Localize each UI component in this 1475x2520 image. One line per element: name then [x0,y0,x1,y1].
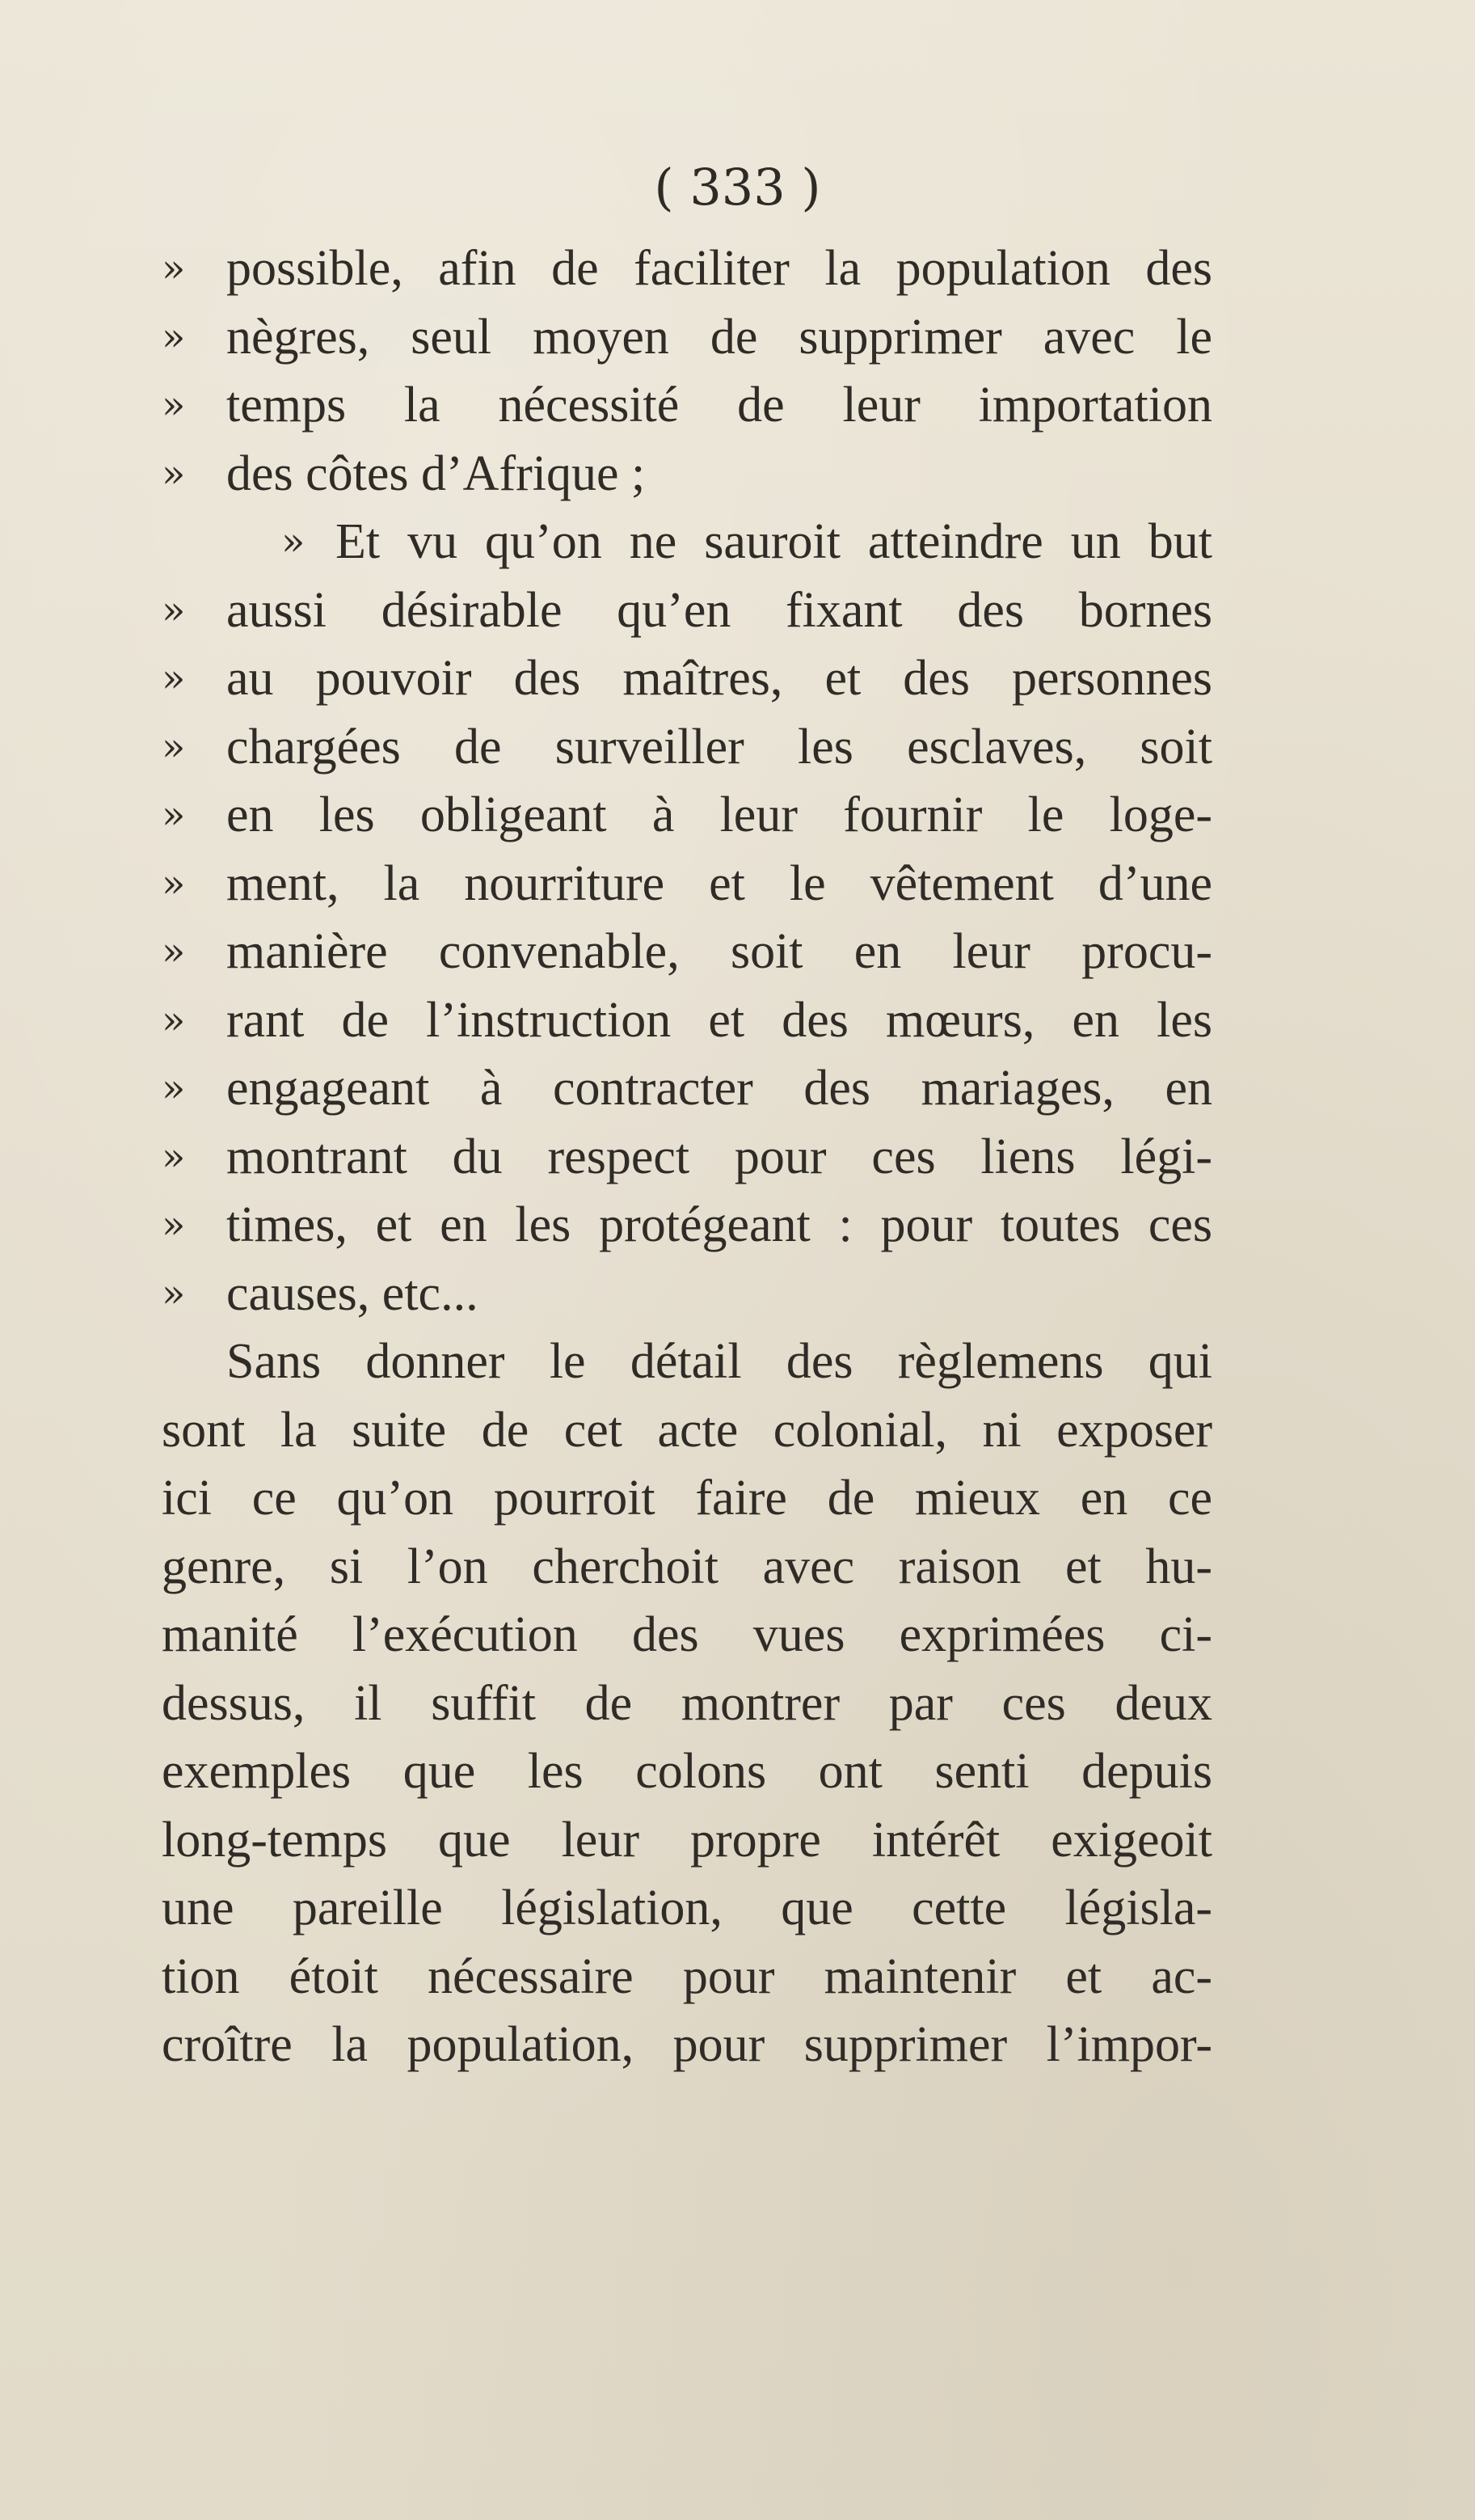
quote-mark: » [162,1066,186,1111]
text-line-content [162,234,1212,303]
text-line [162,1943,1212,2011]
text-line-content [162,2011,1212,2079]
text-line [162,1806,1212,1875]
text-line-content [162,918,1212,986]
text-line [162,781,1212,850]
text-line [162,1396,1212,1465]
line-text: croître la population, pour supprimer l’impor- [162,2017,1212,2072]
line-text: au pouvoir des maîtres, et des personnes [226,651,1212,706]
line-text: manière convenable, soit en leur procu- [226,924,1212,979]
text-line [162,440,1212,509]
quote-mark: » [162,1202,186,1247]
text-line [162,576,1212,645]
quote-mark: » [162,724,186,770]
text-line [162,1737,1212,1806]
line-text: aussi désirable qu’en fixant des bornes [226,582,1212,638]
text-line [162,644,1212,713]
text-line [162,1533,1212,1602]
text-line [162,371,1212,440]
text-line-content [162,371,1212,440]
text-line [162,234,1212,303]
text-line [162,1054,1212,1123]
text-line-content [162,1533,1212,1602]
quote-mark: » [162,792,186,838]
line-text: une pareille législation, que cette législa- [162,1881,1212,1935]
text-line-content [162,1123,1212,1192]
line-text: en les obligeant à leur fournir le loge- [226,787,1212,842]
text-line [162,918,1212,986]
line-text: dessus, il suffit de montrer par ces deux [162,1675,1212,1731]
text-line-content [162,1054,1212,1123]
quote-mark: » [162,314,186,360]
text-line [162,1123,1212,1192]
quote-mark: » [162,860,186,906]
line-text: Sans donner le détail des règlemens qui [226,1334,1212,1389]
text-line-content [162,1601,1212,1669]
line-text: engageant à contracter des mariages, en [226,1061,1212,1116]
text-line-content [162,986,1212,1055]
line-text: manité l’exécution des vues exprimées ci- [162,1607,1212,1662]
quote-mark: » [162,587,186,633]
text-line [162,850,1212,918]
quote-mark: » [162,450,186,496]
text-line [162,713,1212,782]
text-line-content [162,1874,1212,1943]
text-line [162,508,1212,576]
line-text: Et vu qu’on ne sauroit atteindre un but [335,514,1212,569]
line-text: ici ce qu’on pourroit faire de mieux en ce [162,1471,1212,1526]
text-line-content [162,1943,1212,2011]
line-text: sont la suite de cet acte colonial, ni exposer [162,1402,1212,1458]
text-line-content [162,850,1212,918]
line-text: possible, afin de faciliter la population des [226,241,1212,296]
quote-mark: » [162,246,186,291]
text-line [162,2011,1212,2079]
text-line [162,1601,1212,1669]
text-line-content [162,644,1212,713]
text-line-content [162,1396,1212,1465]
quote-mark: » [162,997,186,1043]
text-line [162,1328,1212,1396]
quote-mark: » [162,1270,186,1316]
text-line-content [162,1191,1212,1260]
line-text: nègres, seul moyen de supprimer avec le [226,309,1212,365]
quote-mark: » [281,519,306,564]
text-line-content [162,1260,1212,1328]
text-line-content [162,508,1212,576]
line-text: tion étoit nécessaire pour maintenir et ac- [162,1948,1212,2004]
text-line-content [162,576,1212,645]
line-text: des côtes d’Afrique ; [226,445,646,501]
line-text: rant de l’instruction et des mœurs, en les [226,992,1212,1048]
text-line [162,303,1212,372]
text-line-content [162,781,1212,850]
quote-mark: » [162,929,186,974]
quote-mark: » [162,1133,186,1180]
text-line-content [162,1806,1212,1875]
line-text: temps la nécessité de leur importation [226,378,1212,433]
line-text: causes, etc... [226,1265,478,1321]
text-line [162,1260,1212,1328]
line-text: times, et en les protégeant : pour toutes ces [226,1197,1212,1252]
line-text: montrant du respect pour ces liens légi- [226,1129,1212,1184]
text-line-content [162,1328,1212,1396]
text-line-content [162,303,1212,372]
text-line [162,1669,1212,1738]
text-line-content [162,440,1212,509]
text-line [162,1191,1212,1260]
text-line [162,986,1212,1055]
line-text: exemples que les colons ont senti depuis [162,1744,1212,1799]
text-line [162,1874,1212,1943]
text-line-content [162,1669,1212,1738]
quote-mark: » [162,382,186,428]
line-text: ment, la nourriture et le vêtement d’une [226,855,1212,911]
text-line-content [162,713,1212,782]
line-text: long-temps que leur propre intérêt exigeoit [162,1812,1212,1868]
quote-mark: » [162,656,186,701]
text-line-content [162,1737,1212,1806]
line-text: genre, si l’on cherchoit avec raison et hu- [162,1539,1212,1594]
page-number: ( 333 ) [654,158,821,217]
line-text: chargées de surveiller les esclaves, soit [226,719,1212,775]
text-line-content [162,1464,1212,1533]
text-line [162,1464,1212,1533]
body-text [162,234,1212,2079]
